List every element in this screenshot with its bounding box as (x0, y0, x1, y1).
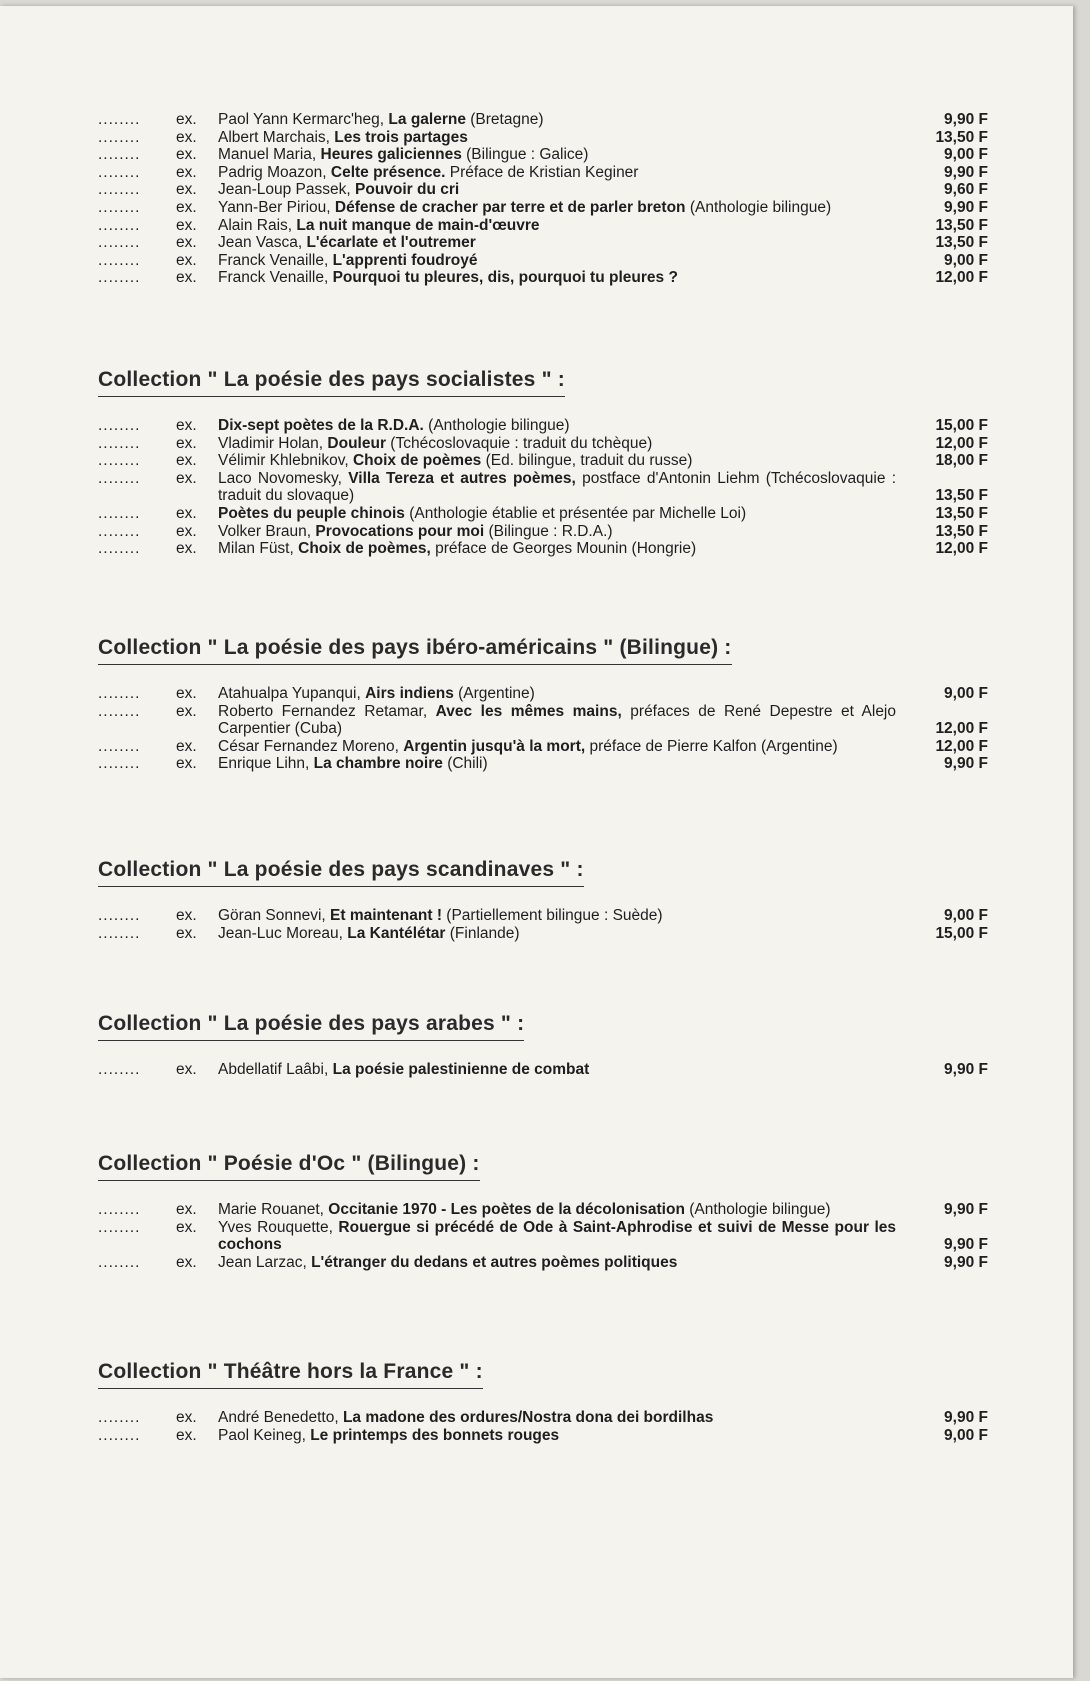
entry-author: Atahualpa Yupanqui, (218, 685, 361, 702)
order-quantity-dots: ........ (98, 685, 141, 702)
catalog-entry (98, 252, 998, 270)
ex-label: ex. (176, 737, 197, 755)
intro-list (98, 111, 998, 287)
collection-heading: Collection " Poésie d'Oc " (Bilingue) : (98, 1152, 480, 1181)
ex-label: ex. (176, 181, 197, 199)
entry-title: Et maintenant ! (330, 907, 442, 924)
entry-price: 9,90 F (944, 1061, 988, 1078)
order-quantity-dots: ........ (98, 251, 141, 269)
order-quantity-dots: ........ (98, 216, 141, 234)
entry-price: 15,00 F (935, 417, 988, 434)
entry-text (218, 703, 896, 738)
ex-label: ex. (176, 755, 197, 773)
entry-text (218, 1061, 896, 1079)
entry-price: 12,00 F (935, 434, 988, 452)
ex-label: ex. (176, 907, 197, 924)
collection-heading: Collection " Théâtre hors la France " : (98, 1360, 483, 1389)
entry-title: La chambre noire (313, 755, 443, 773)
catalog-entry (98, 703, 998, 738)
entry-price: 12,00 F (935, 269, 988, 287)
entry-price: 9,00 F (944, 146, 988, 164)
entry-author: Yves Rouquette, (218, 1218, 333, 1236)
entry-title: Celte présence. (330, 163, 446, 181)
entry-author: Albert Marchais, (218, 128, 330, 146)
entry-title: Heures galiciennes (320, 146, 462, 164)
entry-title: Pouvoir du cri (355, 181, 460, 199)
ex-label: ex. (176, 234, 197, 252)
catalog-entry (98, 755, 998, 773)
entry-author: Abdellatif Laâbi, (218, 1061, 329, 1078)
entry-text (218, 452, 896, 470)
ex-label: ex. (176, 417, 197, 434)
entry-text (218, 1254, 896, 1272)
entry-author: Jean-Loup Passek, (218, 181, 351, 199)
catalog-entry (98, 234, 998, 252)
catalog-entry (98, 470, 998, 505)
entry-note: (Chili) (447, 755, 488, 773)
entry-price: 9,00 F (944, 1426, 988, 1444)
entry-price: 9,90 F (944, 755, 988, 773)
entry-text (218, 540, 896, 558)
entry-price: 9,00 F (944, 685, 988, 702)
entry-author: Jean-Luc Moreau, (218, 924, 343, 942)
entry-text (218, 505, 896, 523)
entry-note: (Ed. bilingue, traduit du russe) (485, 452, 693, 470)
entry-text (218, 685, 896, 703)
entry-author: Göran Sonnevi, (218, 907, 326, 924)
entry-price: 9,90 F (944, 1409, 988, 1426)
entry-author: Marie Rouanet, (218, 1201, 324, 1218)
entry-note: (Partiellement bilingue : Suède) (446, 907, 663, 924)
ex-label: ex. (176, 1061, 197, 1078)
entry-text (218, 129, 896, 147)
entry-price: 15,00 F (935, 924, 988, 942)
ex-label: ex. (176, 269, 197, 287)
ex-label: ex. (176, 163, 197, 181)
order-quantity-dots: ........ (98, 163, 141, 181)
entry-author: Vladimir Holan, (218, 434, 324, 452)
entry-title: Choix de poèmes (352, 452, 482, 470)
ex-label: ex. (176, 1253, 197, 1271)
catalog-entry (98, 146, 998, 164)
order-quantity-dots: ........ (98, 504, 141, 522)
entry-text (218, 234, 896, 252)
ex-label: ex. (176, 522, 197, 540)
catalog-entry (98, 129, 998, 147)
entry-author: Roberto Fernandez Retamar, (218, 702, 428, 720)
catalog-entry (98, 1219, 998, 1254)
entry-price: 13,50 F (935, 234, 988, 252)
entry-note: (Argentine) (458, 685, 535, 702)
entry-author: André Benedetto, (218, 1409, 339, 1426)
entry-text (218, 1427, 896, 1445)
catalog-entry (98, 505, 998, 523)
order-quantity-dots: ........ (98, 1201, 141, 1218)
entry-price: 9,90 F (944, 1201, 988, 1218)
entry-author: Jean Vasca, (218, 234, 303, 252)
entry-author: Vélimir Khlebnikov, (218, 452, 349, 470)
ex-label: ex. (176, 540, 197, 558)
order-quantity-dots: ........ (98, 737, 141, 755)
order-quantity-dots: ........ (98, 469, 141, 487)
entry-author: Volker Braun, (218, 522, 312, 540)
entry-price: 9,90 F (944, 198, 988, 216)
entry-title: Rouergue si précédé de Ode à Saint-Aphrodise et suivi de Messe pour les cochons (218, 1218, 896, 1254)
entry-price: 9,00 F (944, 251, 988, 269)
entry-note: (Tchécoslovaquie : traduit du tchèque) (390, 434, 653, 452)
entry-title: Douleur (327, 434, 386, 452)
entry-title: Provocations pour moi (315, 522, 485, 540)
entry-title: La madone des ordures/Nostra dona dei bordilhas (342, 1409, 714, 1426)
ex-label: ex. (176, 216, 197, 234)
catalog-entry (98, 217, 998, 235)
entry-price: 13,50 F (935, 128, 988, 146)
catalog-entry (98, 738, 998, 756)
entry-title: La nuit manque de main-d'œuvre (296, 216, 540, 234)
catalog-page (0, 6, 1073, 1678)
collection-heading: Collection " La poésie des pays scandinaves " : (98, 858, 584, 887)
order-quantity-dots: ........ (98, 269, 141, 287)
entry-price: 12,00 F (935, 737, 988, 755)
collection-heading: Collection " La poésie des pays socialistes " : (98, 368, 565, 397)
catalog-entry (98, 1409, 998, 1427)
entry-note: (Anthologie bilingue) (689, 198, 832, 216)
entry-author: Milan Füst, (218, 540, 294, 558)
order-quantity-dots: ........ (98, 1426, 141, 1444)
entry-title: Pourquoi tu pleures, dis, pourquoi tu pleures ? (332, 269, 678, 287)
order-quantity-dots: ........ (98, 924, 141, 942)
ex-label: ex. (176, 1201, 197, 1218)
ex-label: ex. (176, 111, 197, 128)
entry-author: César Fernandez Moreno, (218, 737, 399, 755)
order-quantity-dots: ........ (98, 522, 141, 540)
entry-price: 9,90 F (944, 1253, 988, 1271)
entry-text (218, 217, 896, 235)
order-quantity-dots: ........ (98, 111, 141, 128)
entry-text (218, 199, 896, 217)
entry-author: Jean Larzac, (218, 1253, 307, 1271)
ex-label: ex. (176, 702, 197, 720)
entry-price: 9,60 F (944, 181, 988, 199)
collection-arabes (98, 1012, 998, 1079)
entry-note: (Bilingue : R.D.A.) (488, 522, 613, 540)
entry-note: (Bretagne) (470, 111, 544, 128)
entry-author: Padrig Moazon, (218, 163, 327, 181)
entry-author: Yann-Ber Piriou, (218, 198, 331, 216)
order-quantity-dots: ........ (98, 146, 141, 164)
entry-title: Choix de poèmes, (298, 540, 431, 558)
entry-text (218, 523, 896, 541)
ex-label: ex. (176, 685, 197, 702)
entry-title: L'apprenti foudroyé (332, 251, 478, 269)
ex-label: ex. (176, 504, 197, 522)
entry-text (218, 738, 896, 756)
entry-price: 9,00 F (944, 907, 988, 924)
entry-title: L'étranger du dedans et autres poèmes politiques (311, 1253, 678, 1271)
entry-text (218, 755, 896, 773)
entry-text (218, 1201, 896, 1219)
catalog-entry (98, 181, 998, 199)
entry-price: 12,00 F (935, 720, 988, 738)
order-quantity-dots: ........ (98, 417, 141, 434)
entry-note: préfaces de René Depestre et Alejo Carpentier (Cuba) (218, 702, 896, 738)
order-quantity-dots: ........ (98, 181, 141, 199)
entry-title: Airs indiens (365, 685, 454, 702)
ex-label: ex. (176, 469, 197, 487)
entry-text (218, 435, 896, 453)
ex-label: ex. (176, 434, 197, 452)
entry-note: Préface de Kristian Keginer (449, 163, 639, 181)
entry-text (218, 907, 896, 925)
entry-note: postface d'Antonin Liehm (Tchécoslovaquie : traduit du slovaque) (218, 469, 896, 505)
ex-label: ex. (176, 1426, 197, 1444)
collection-scandinaves (98, 858, 998, 942)
entry-title: La Kantélétar (347, 924, 446, 942)
entry-title: Défense de cracher par terre et de parler breton (334, 198, 686, 216)
entry-note: (Bilingue : Galice) (466, 146, 589, 164)
catalog-entry (98, 269, 998, 287)
order-quantity-dots: ........ (98, 128, 141, 146)
ex-label: ex. (176, 452, 197, 470)
entry-price: 12,00 F (935, 540, 988, 558)
ex-label: ex. (176, 128, 197, 146)
order-quantity-dots: ........ (98, 1218, 141, 1236)
entry-author: Franck Venaille, (218, 269, 329, 287)
catalog-entry (98, 1201, 998, 1219)
entry-text (218, 1409, 896, 1427)
entry-price: 9,90 F (944, 111, 988, 128)
entry-text (218, 269, 896, 287)
entry-title: La poésie palestinienne de combat (332, 1061, 590, 1078)
entry-price: 9,90 F (944, 163, 988, 181)
entry-title: Dix-sept poètes de la R.D.A. (218, 417, 424, 434)
entry-author: Alain Rais, (218, 216, 293, 234)
entry-author: Laco Novomesky, (218, 469, 342, 487)
entry-note: (Anthologie bilingue) (428, 417, 570, 434)
catalog-entry (98, 540, 998, 558)
entry-note: (Anthologie établie et présentée par Michelle Loi) (409, 504, 747, 522)
entry-title: Le printemps des bonnets rouges (310, 1426, 560, 1444)
collection-heading: Collection " La poésie des pays ibéro-américains " (Bilingue) : (98, 636, 732, 665)
entry-text (218, 111, 896, 129)
entry-price: 9,90 F (944, 1236, 988, 1254)
order-quantity-dots: ........ (98, 434, 141, 452)
ex-label: ex. (176, 924, 197, 942)
ex-label: ex. (176, 1409, 197, 1426)
entry-note: (Anthologie bilingue) (689, 1201, 831, 1218)
order-quantity-dots: ........ (98, 234, 141, 252)
entry-price: 18,00 F (935, 452, 988, 470)
catalog-entry (98, 111, 998, 129)
order-quantity-dots: ........ (98, 540, 141, 558)
collection-ibero-americains (98, 636, 998, 773)
catalog-entry (98, 1061, 998, 1079)
ex-label: ex. (176, 1218, 197, 1236)
entry-text (218, 146, 896, 164)
entry-author: Paol Keineg, (218, 1426, 306, 1444)
collection-heading: Collection " La poésie des pays arabes " : (98, 1012, 524, 1041)
entry-text (218, 417, 896, 435)
collection-socialistes (98, 368, 998, 558)
order-quantity-dots: ........ (98, 755, 141, 773)
entry-title: Avec les mêmes mains, (435, 702, 622, 720)
entry-text (218, 164, 896, 182)
order-quantity-dots: ........ (98, 1061, 141, 1078)
catalog-entry (98, 907, 998, 925)
entry-title: Poètes du peuple chinois (218, 504, 405, 522)
entry-title: L'écarlate et l'outremer (306, 234, 476, 252)
entry-note: préface de Georges Mounin (Hongrie) (435, 540, 697, 558)
catalog-entry (98, 452, 998, 470)
entry-text (218, 1219, 896, 1254)
catalog-entry (98, 199, 998, 217)
entry-text (218, 470, 896, 505)
order-quantity-dots: ........ (98, 1409, 141, 1426)
entry-title: La galerne (388, 111, 466, 128)
catalog-entry (98, 523, 998, 541)
ex-label: ex. (176, 198, 197, 216)
order-quantity-dots: ........ (98, 907, 141, 924)
entry-title: Les trois partages (334, 128, 468, 146)
catalog-entry (98, 1254, 998, 1272)
catalog-entry (98, 164, 998, 182)
catalog-entry (98, 417, 998, 435)
entry-text (218, 181, 896, 199)
entry-note: (Finlande) (449, 924, 520, 942)
collection-theatre (98, 1360, 998, 1444)
entry-author: Manuel Maria, (218, 146, 317, 164)
order-quantity-dots: ........ (98, 198, 141, 216)
catalog-entry (98, 1427, 998, 1445)
entry-author: Paol Yann Kermarc'heg, (218, 111, 385, 128)
entry-author: Franck Venaille, (218, 251, 329, 269)
catalog-entry (98, 685, 998, 703)
entry-price: 13,50 F (935, 522, 988, 540)
collection-poesie-oc (98, 1152, 998, 1271)
order-quantity-dots: ........ (98, 1253, 141, 1271)
entry-title: Occitanie 1970 - Les poètes de la décolonisation (328, 1201, 685, 1218)
entry-note: préface de Pierre Kalfon (Argentine) (589, 737, 838, 755)
entry-text (218, 252, 896, 270)
entry-title: Argentin jusqu'à la mort, (403, 737, 586, 755)
order-quantity-dots: ........ (98, 452, 141, 470)
entry-price: 13,50 F (935, 216, 988, 234)
catalog-entry (98, 925, 998, 943)
catalog-entry (98, 435, 998, 453)
entry-price: 13,50 F (935, 504, 988, 522)
order-quantity-dots: ........ (98, 702, 141, 720)
entry-text (218, 925, 896, 943)
entry-title: Villa Tereza et autres poèmes, (348, 469, 576, 487)
ex-label: ex. (176, 251, 197, 269)
entry-price: 13,50 F (935, 487, 988, 505)
ex-label: ex. (176, 146, 197, 164)
entry-author: Enrique Lihn, (218, 755, 310, 773)
